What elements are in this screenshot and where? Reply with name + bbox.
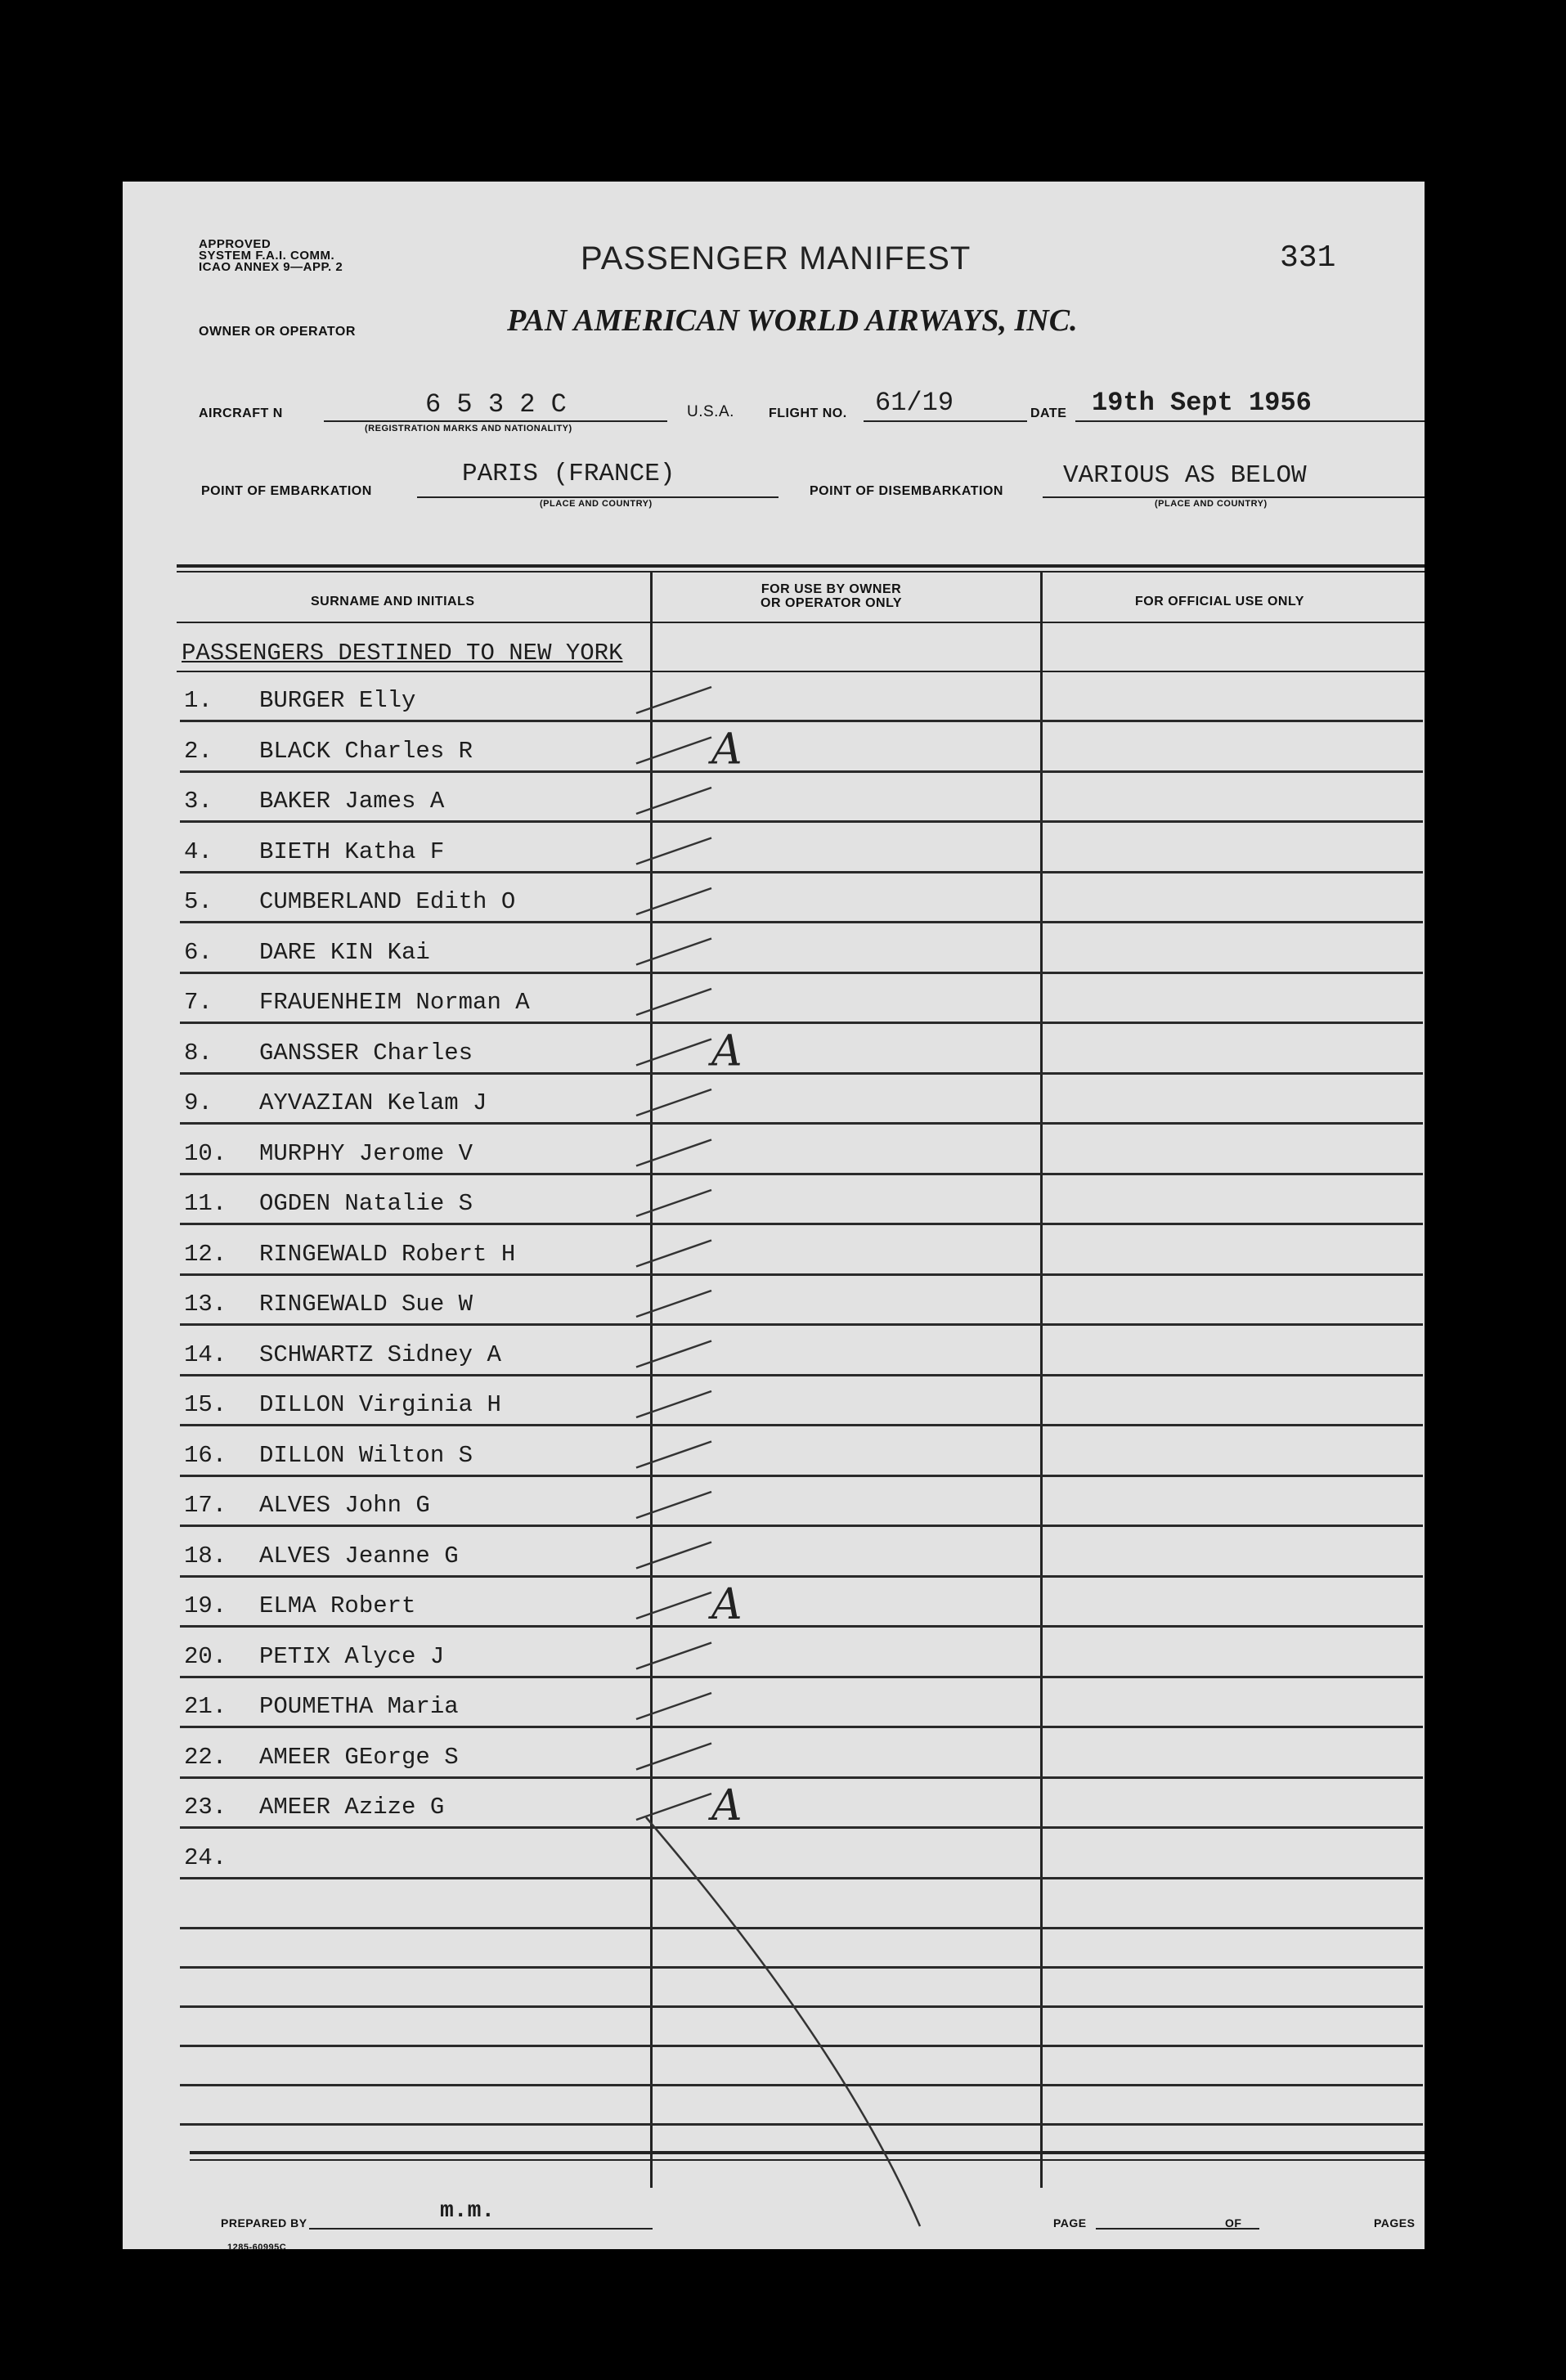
passenger-number: 23. <box>184 1794 227 1821</box>
disembarkation-caption: (PLACE AND COUNTRY) <box>1155 499 1268 509</box>
tick-mark <box>636 939 711 965</box>
passenger-name: AMEER GEorge S <box>259 1743 459 1771</box>
tick-mark <box>636 1592 711 1619</box>
passenger-number: 22. <box>184 1743 227 1771</box>
disembarkation-value: VARIOUS AS BELOW <box>1063 461 1307 490</box>
passenger-number: 21. <box>184 1693 227 1720</box>
passenger-number: 18. <box>184 1542 227 1569</box>
passenger-number: 16. <box>184 1441 227 1469</box>
section-heading: PASSENGERS DESTINED TO NEW YORK <box>182 640 623 667</box>
passenger-name: MURPHY Jerome V <box>259 1139 473 1167</box>
passenger-number: 19. <box>184 1592 227 1619</box>
tick-mark <box>636 1693 711 1719</box>
col-surname-header: SURNAME AND INITIALS <box>311 595 475 608</box>
passenger-name: BAKER James A <box>259 788 445 815</box>
tick-mark <box>636 1492 711 1518</box>
passenger-number: 4. <box>184 837 213 865</box>
tick-mark <box>636 687 711 713</box>
date-value: 19th Sept 1956 <box>1092 388 1312 418</box>
passenger-number: 14. <box>184 1340 227 1368</box>
registration-caption: (REGISTRATION MARKS AND NATIONALITY) <box>365 424 572 433</box>
approval-line: APPROVED <box>199 237 271 251</box>
col-operator-header-line: FOR USE BY OWNER <box>761 582 902 596</box>
passenger-name: RINGEWALD Robert H <box>259 1240 516 1268</box>
tick-mark <box>636 1442 711 1468</box>
passenger-name: RINGEWALD Sue W <box>259 1291 473 1318</box>
tick-mark <box>636 788 711 814</box>
tick-mark <box>636 1040 711 1066</box>
tick-mark <box>636 1543 711 1569</box>
passenger-number: 15. <box>184 1391 227 1418</box>
passenger-name: BURGER Elly <box>259 687 416 714</box>
passenger-number: 3. <box>184 788 213 815</box>
tick-mark <box>636 1341 711 1367</box>
passenger-name: POUMETHA Maria <box>259 1693 459 1720</box>
passenger-number: 6. <box>184 938 213 966</box>
tick-mark <box>636 838 711 864</box>
passenger-name: BIETH Katha F <box>259 837 445 865</box>
passenger-number: 12. <box>184 1240 227 1268</box>
passenger-number: 10. <box>184 1139 227 1167</box>
passenger-name: DILLON Wilton S <box>259 1441 473 1469</box>
approval-line: SYSTEM F.A.I. COMM. <box>199 249 335 263</box>
passenger-name: ELMA Robert <box>259 1592 416 1619</box>
date-label: DATE <box>1030 406 1067 420</box>
passenger-name: DARE KIN Kai <box>259 938 430 966</box>
pages-label: PAGES <box>1374 2216 1416 2230</box>
embarkation-label: POINT OF EMBARKATION <box>201 484 372 498</box>
prepared-by-value: m.m. <box>440 2198 496 2224</box>
pencil-marks <box>123 182 1425 2249</box>
passenger-name: CUMBERLAND Edith O <box>259 888 516 915</box>
aircraft-value: 6 5 3 2 C <box>425 389 567 420</box>
flight-value: 61/19 <box>875 388 954 418</box>
tick-mark <box>636 1291 711 1317</box>
passenger-number: 17. <box>184 1492 227 1519</box>
embarkation-value: PARIS (FRANCE) <box>462 460 675 488</box>
embarkation-caption: (PLACE AND COUNTRY) <box>540 499 653 509</box>
disembarkation-label: POINT OF DISEMBARKATION <box>810 484 1003 498</box>
passenger-name: GANSSER Charles <box>259 1039 473 1067</box>
passenger-number: 13. <box>184 1291 227 1318</box>
tick-mark <box>636 1140 711 1166</box>
tick-mark <box>636 1643 711 1669</box>
passenger-name: DILLON Virginia H <box>259 1391 501 1418</box>
passenger-name: OGDEN Natalie S <box>259 1190 473 1217</box>
usa-label: U.S.A. <box>687 403 734 420</box>
passenger-name: ALVES John G <box>259 1492 430 1519</box>
page-label: PAGE <box>1053 2216 1087 2230</box>
handwritten-mark: A <box>711 1781 743 1830</box>
flight-label: FLIGHT NO. <box>769 406 847 420</box>
tick-mark <box>636 1089 711 1116</box>
tick-mark <box>636 1794 711 1820</box>
tick-mark <box>636 888 711 914</box>
of-label: OF <box>1225 2216 1242 2230</box>
passenger-number: 7. <box>184 989 213 1016</box>
prepared-by-label: PREPARED BY <box>221 2216 307 2230</box>
aircraft-label: AIRCRAFT N <box>199 406 283 420</box>
passenger-name: FRAUENHEIM Norman A <box>259 989 530 1016</box>
passenger-number: 2. <box>184 737 213 765</box>
tick-mark <box>636 1391 711 1417</box>
form-code: 1285-60995C <box>227 2243 287 2252</box>
col-official-header: FOR OFFICIAL USE ONLY <box>1135 595 1304 608</box>
passenger-number: 8. <box>184 1039 213 1067</box>
passenger-number: 20. <box>184 1642 227 1670</box>
manifest-sheet <box>123 182 1425 2252</box>
passenger-name: AYVAZIAN Kelam J <box>259 1089 487 1116</box>
passenger-name: AMEER Azize G <box>259 1794 445 1821</box>
handwritten-mark: A <box>711 1026 743 1076</box>
tick-mark <box>636 738 711 764</box>
page-number: 331 <box>1280 240 1336 276</box>
owner-value: PAN AMERICAN WORLD AIRWAYS, INC. <box>507 303 1078 338</box>
approval-line: ICAO ANNEX 9—APP. 2 <box>199 260 343 274</box>
tick-mark <box>636 1241 711 1267</box>
tick-mark <box>636 1744 711 1770</box>
passenger-number: 5. <box>184 888 213 915</box>
passenger-number: 1. <box>184 687 213 714</box>
manifest-title: PASSENGER MANIFEST <box>581 240 971 276</box>
handwritten-mark: A <box>711 1580 743 1629</box>
closing-stroke <box>646 1817 920 2226</box>
passenger-name: BLACK Charles R <box>259 737 473 765</box>
passenger-number: 9. <box>184 1089 213 1116</box>
passenger-number: 11. <box>184 1190 227 1217</box>
col-operator-header-line: OR OPERATOR ONLY <box>761 596 903 610</box>
handwritten-mark: A <box>711 725 743 775</box>
passenger-name: PETIX Alyce J <box>259 1642 445 1670</box>
tick-mark <box>636 989 711 1015</box>
owner-label: OWNER OR OPERATOR <box>199 325 356 339</box>
tick-mark <box>636 1190 711 1216</box>
passenger-name: ALVES Jeanne G <box>259 1542 459 1569</box>
passenger-number: 24. <box>184 1843 227 1871</box>
passenger-name: SCHWARTZ Sidney A <box>259 1340 501 1368</box>
